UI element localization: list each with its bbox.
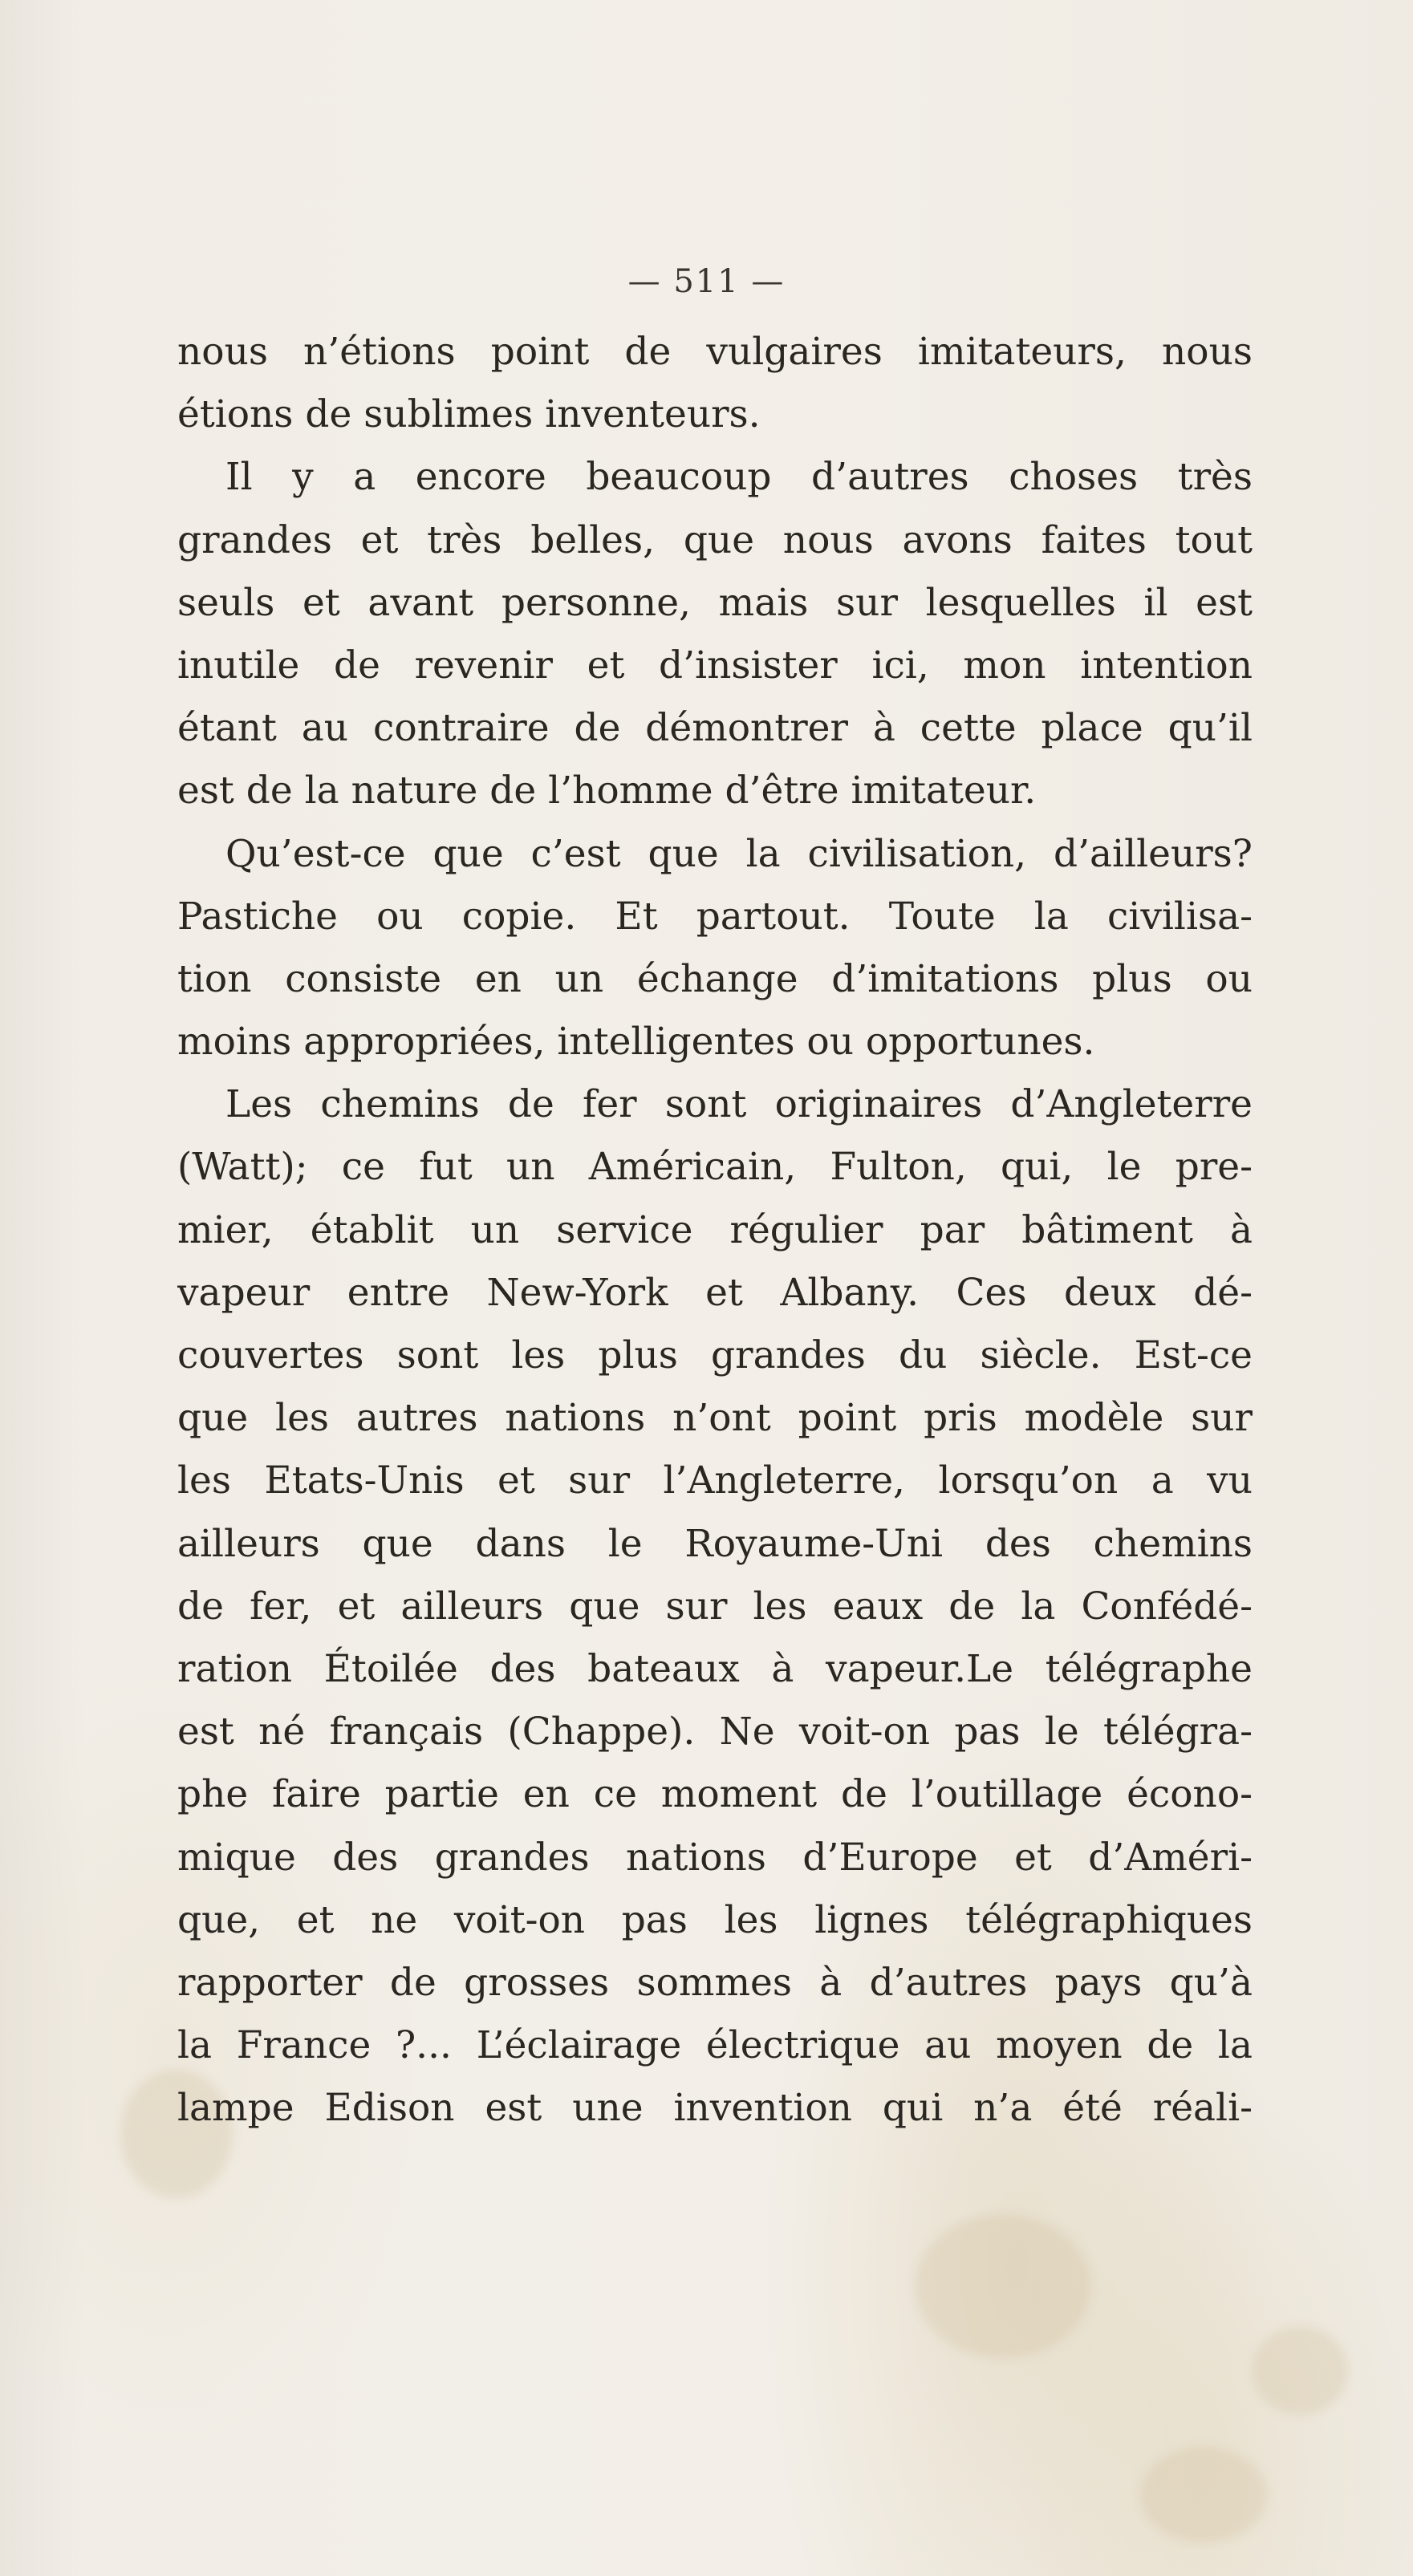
body-text: [177, 321, 1253, 2140]
text-line: est de la nature de l’homme d’être imitateur.: [177, 769, 1037, 813]
text-line: mique des grandes nations d’Europe et d’Améri-: [177, 1835, 1253, 1880]
text-line: de fer, et ailleurs que sur les eaux de la Confédé-: [177, 1584, 1253, 1629]
text-line: phe faire partie en ce moment de l’outillage écono-: [177, 1772, 1253, 1817]
text-line: (Watt); ce fut un Américain, Fulton, qui, le pre-: [177, 1145, 1253, 1190]
page-number: — 511 —: [627, 263, 786, 300]
text-line: seuls et avant personne, mais sur lesquelles il est: [177, 580, 1253, 625]
text-line: que, et ne voit-on pas les lignes télégraphiques: [177, 1897, 1253, 1942]
paper-stain: [915, 2214, 1091, 2359]
text-line: ailleurs que dans le Royaume-Uni des chemins: [177, 1521, 1253, 1566]
text-line: grandes et très belles, que nous avons faites tout: [177, 517, 1253, 562]
text-line: Les chemins de fer sont originaires d’Angleterre: [225, 1082, 1253, 1127]
text-line: est né français (Chappe). Ne voit-on pas le télégra-: [177, 1710, 1253, 1755]
text-line: ration Étoilée des bateaux à vapeur.Le télégraphe: [177, 1646, 1253, 1691]
paper-stain: [1252, 2327, 1348, 2415]
text-line: tion consiste en un échange d’imitations plus ou: [177, 956, 1253, 1001]
text-line: couvertes sont les plus grandes du siècle. Est-ce: [177, 1333, 1253, 1377]
text-line: que les autres nations n’ont point pris modèle sur: [177, 1396, 1253, 1441]
text-line: les Etats-Unis et sur l’Angleterre, lorsqu’on a vu: [177, 1458, 1253, 1503]
text-line: inutile de revenir et d’insister ici, mon intention: [177, 643, 1253, 688]
text-line: étions de sublimes inventeurs.: [177, 392, 761, 437]
text-line: Qu’est-ce que c’est que la civilisation, d’ailleurs?: [225, 831, 1253, 876]
text-line: moins appropriées, intelligentes ou opportunes.: [177, 1020, 1095, 1065]
text-line: la France ?... L’éclairage électrique au moyen de la: [177, 2023, 1253, 2068]
text-line: rapporter de grosses sommes à d’autres pays qu’à: [177, 1960, 1253, 2005]
paper-stain: [1139, 2447, 1268, 2543]
text-line: Pastiche ou copie. Et partout. Toute la civilisa-: [177, 894, 1253, 939]
text-line: mier, établit un service régulier par bâtiment à: [177, 1207, 1253, 1252]
text-line: vapeur entre New-York et Albany. Ces deux dé-: [177, 1270, 1253, 1315]
text-line: étant au contraire de démontrer à cette place qu’il: [177, 706, 1253, 751]
text-line: Il y a encore beaucoup d’autres choses très: [225, 455, 1253, 500]
text-line: lampe Edison est une invention qui n’a été réali-: [177, 2086, 1253, 2131]
text-line: nous n’étions point de vulgaires imitateurs, nous: [177, 330, 1253, 374]
